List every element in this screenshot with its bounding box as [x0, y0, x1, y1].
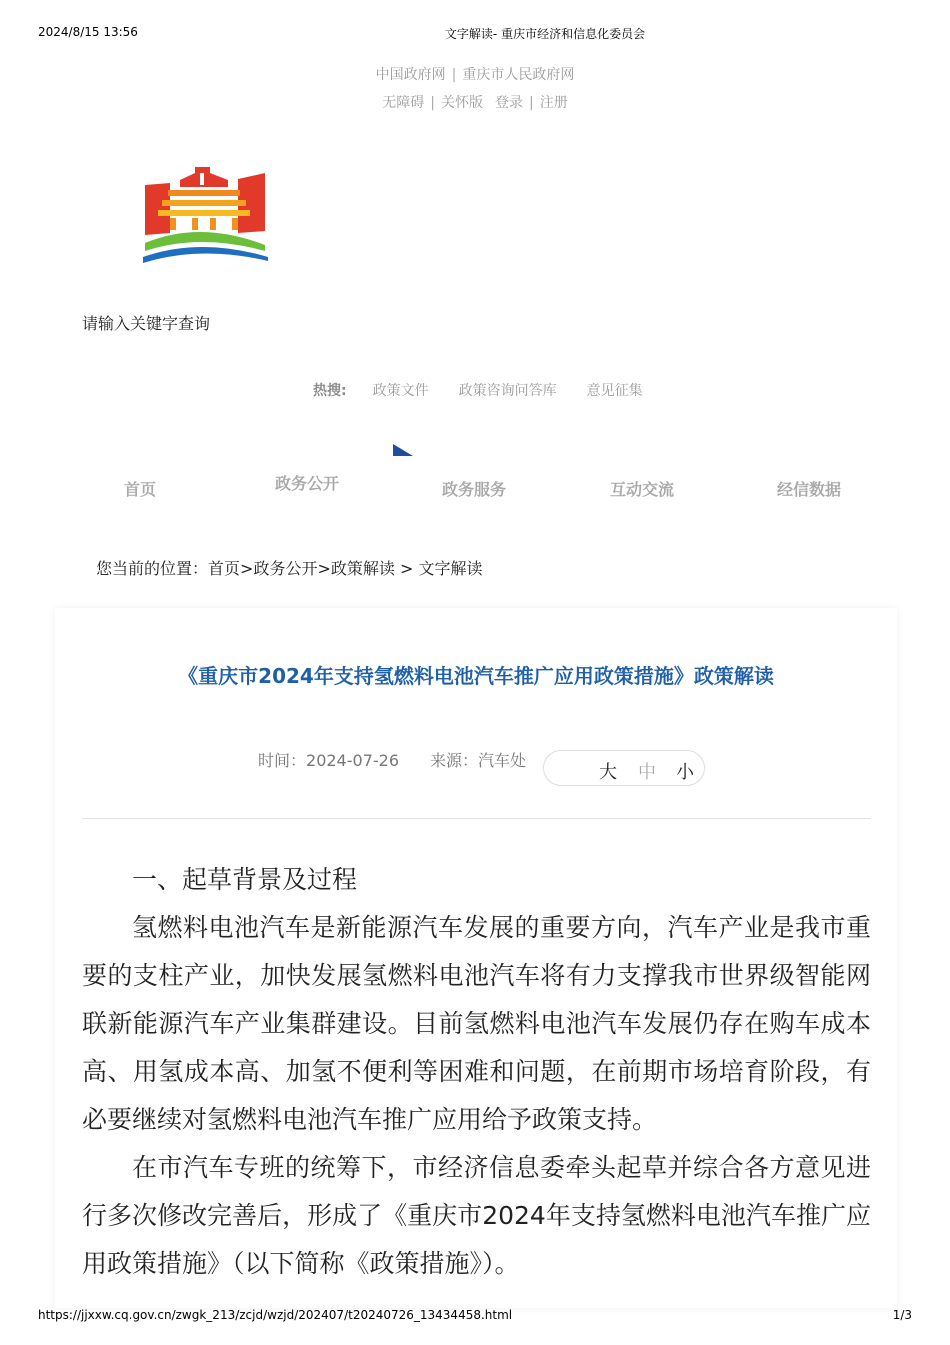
font-size-large-button[interactable]: 大	[599, 762, 617, 783]
print-date: 2024/8/15 13:56	[38, 25, 138, 39]
top-links-row1: 中国政府网 | 重庆市人民政府网	[375, 67, 575, 83]
link-register[interactable]: 注册	[539, 95, 568, 111]
link-login[interactable]: 登录	[495, 95, 523, 111]
font-size-small-button[interactable]: 小	[676, 762, 694, 783]
article-body	[82, 856, 871, 1288]
top-links-row2: 无障碍 | 关怀版 登录 | 注册	[382, 95, 568, 111]
breadcrumb: 您当前的位置：首页>政务公开>政策解读 > 文字解读	[96, 559, 483, 578]
article-title: 《重庆市2024年支持氢燃料电池汽车推广应用政策措施》政策解读	[178, 664, 774, 688]
print-page-number: 1/3	[892, 1308, 912, 1322]
breadcrumb-gov-affairs[interactable]: 政务公开	[253, 559, 318, 578]
breadcrumb-text-interpretation[interactable]: 文字解读	[418, 559, 483, 578]
section-heading: 一、起草背景及过程	[132, 865, 358, 894]
breadcrumb-policy-interpretation[interactable]: 政策解读	[330, 559, 395, 578]
search-input[interactable]: 请输入关键字查询	[82, 314, 211, 333]
hot-search-label: 热搜:	[313, 383, 347, 399]
nav-active-indicator	[393, 444, 413, 456]
divider	[82, 818, 871, 819]
hot-item-policy-docs[interactable]: 政策文件	[372, 383, 429, 399]
breadcrumb-home[interactable]: 首页	[208, 559, 241, 578]
link-accessibility[interactable]: 无障碍	[382, 95, 425, 111]
print-page-title: 文字解读- 重庆市经济和信息化委员会	[444, 27, 646, 41]
paragraph: 氢燃料电池汽车是新能源汽车发展的重要方向，汽车产业是我市重要的支柱产业，加快发展氢燃料电池汽车将有力支撑我市世界级智能网联新能源汽车产业集群建设。目前氢燃料电池汽车发展仍存在购车成本高、用氢成本高、加氢不便利等困难和问题，在前期市场培育阶段，有必要继续对氢燃料电池汽车推广应用给予政策支持。	[82, 913, 871, 1134]
link-chongqing-gov[interactable]: 重庆市人民政府网	[462, 67, 575, 83]
article-source: 来源：汽车处	[430, 751, 527, 770]
breadcrumb-prefix: 您当前的位置：	[96, 559, 209, 578]
hot-item-opinion[interactable]: 意见征集	[586, 383, 643, 399]
paragraph: 在市汽车专班的统筹下，市经济信息委牵头起草并综合各方意见进行多次修改完善后，形成了《重庆市2024年支持氢燃料电池汽车推广应用政策措施》（以下简称《政策措施》）。	[82, 1153, 871, 1278]
nav-gov-services[interactable]: 政务服务	[442, 480, 507, 499]
nav-data[interactable]: 经信数据	[777, 480, 842, 499]
hot-search	[313, 380, 673, 400]
link-care-mode[interactable]: 关怀版	[441, 95, 483, 111]
font-size-medium-button[interactable]: 中	[638, 762, 656, 783]
nav-home[interactable]: 首页	[124, 480, 157, 499]
print-url: https://jjxxw.cq.gov.cn/zwgk_213/zcjd/wzjd/202407/t20240726_13434458.html	[38, 1308, 513, 1322]
nav-interaction[interactable]: 互动交流	[610, 480, 675, 499]
nav-gov-affairs[interactable]: 政务公开	[275, 474, 340, 493]
link-china-gov[interactable]: 中国政府网	[375, 67, 446, 83]
site-logo[interactable]	[140, 165, 270, 265]
article-time: 时间：2024-07-26	[258, 751, 399, 770]
hot-item-policy-qa[interactable]: 政策咨询问答库	[458, 383, 557, 399]
